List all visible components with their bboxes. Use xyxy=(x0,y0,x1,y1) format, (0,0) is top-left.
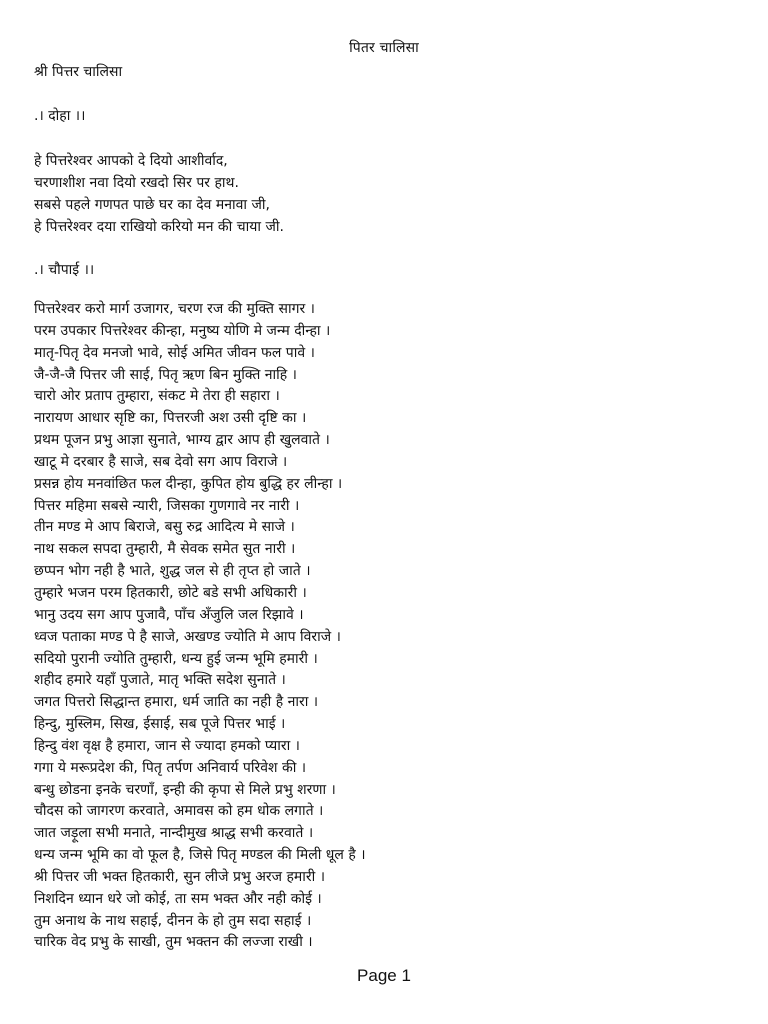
doha-line: सबसे पहले गणपत पाछे घर का देव मनावा जी, xyxy=(34,197,270,213)
chaupai-line: जगत पित्तरो सिद्धान्त हमारा, धर्म जाति का नही है नारा । xyxy=(34,694,319,711)
page-title: पितर चालिसा xyxy=(349,40,419,56)
chaupai-line: निशदिन ध्यान धरे जो कोई, ता सम भक्त और नही कोई । xyxy=(34,890,322,907)
chaupai-line: सदियो पुरानी ज्योति तुम्हारी, धन्य हुई जन्म भूमि हमारी । xyxy=(34,650,318,667)
chaupai-line: छप्पन भोग नही है भाते, शुद्ध जल से ही तृप्त हो जाते । xyxy=(34,563,311,580)
chaupai-verse-block xyxy=(34,299,366,954)
chaupai-line: जै-जै-जै पित्तर जी साई, पितृ ऋण बिन मुक्ति नाहि । xyxy=(34,366,297,383)
chaupai-line: हिन्दु, मुस्लिम, सिख, ईसाई, सब पूजे पित्तर भाई । xyxy=(34,716,286,733)
chaupai-heading: .। चौपाई ।। xyxy=(34,262,95,278)
chaupai-line: चारिक वेद प्रभु के साखी, तुम भक्तन की लज्जा राखी । xyxy=(34,934,313,951)
chaupai-line: नाथ सकल सपदा तुम्हारी, मै सेवक समेत सुत नारी । xyxy=(34,541,296,558)
chaupai-line: पित्तरेश्वर करो मार्ग उजागर, चरण रज की मुक्ति सागर । xyxy=(34,301,315,317)
chaupai-line: चौदस को जागरण करवाते, अमावस को हम धोक लगाते । xyxy=(34,803,324,820)
chaupai-line: तुम अनाथ के नाथ सहाई, दीनन के हो तुम सदा सहाई । xyxy=(34,912,312,929)
chaupai-line: पित्तर महिमा सबसे न्यारी, जिसका गुणगावे नर नारी । xyxy=(34,497,300,514)
doha-line: हे पित्तरेश्वर आपको दे दियो आशीर्वाद, xyxy=(34,153,228,169)
chaupai-line: ध्वज पताका मण्ड पे है साजे, अखण्ड ज्योति मे आप विराजे । xyxy=(34,628,341,645)
chaupai-line: तुम्हारे भजन परम हितकारी, छोटे बडे सभी अधिकारी । xyxy=(34,584,307,601)
chaupai-line: बन्धु छोडना इनके चरणाँ, इन्ही की कृपा से मिले प्रभु शरणा । xyxy=(34,781,336,798)
chaupai-line: गगा ये मरूप्रदेश की, पितृ तर्पण अनिवार्य परिवेश की । xyxy=(34,759,307,776)
chaupai-line: प्रथम पूजन प्रभु आज्ञा सुनाते, भाग्य द्वार आप ही खुलवाते । xyxy=(34,432,330,449)
doha-heading: .। दोहा ।। xyxy=(34,108,86,124)
chaupai-line: हिन्दु वंश वृक्ष है हमारा, जान से ज्यादा हमको प्यारा । xyxy=(34,737,300,754)
chaupai-line: भानु उदय सग आप पुजावै, पाँच अँजुलि जल रिझावे । xyxy=(34,606,304,623)
doha-line: चरणाशीश नवा दियो रखदो सिर पर हाथ. xyxy=(34,175,239,191)
doha-line: हे पित्तरेश्वर दया राखियो करियो मन की चाया जी. xyxy=(34,219,284,235)
chaupai-line: चारो ओर प्रताप तुम्हारा, संकट मे तेरा ही सहारा । xyxy=(34,388,280,405)
chaupai-line: परम उपकार पित्तरेश्वर कीन्हा, मनुष्य योणि मे जन्म दीन्हा । xyxy=(34,322,331,339)
document-subtitle: श्री पित्तर चालिसा xyxy=(34,64,123,80)
chaupai-line: मातृ-पितृ देव मनजो भावे, सोई अमित जीवन फल पावे । xyxy=(34,344,315,361)
page-number: Page 1 xyxy=(357,966,411,985)
chaupai-line: श्री पित्तर जी भक्त हितकारी, सुन लीजे प्रभु अरज हमारी । xyxy=(34,868,326,885)
chaupai-line: नारायण आधार सृष्टि का, पित्तरजी अश उसी दृष्टि का । xyxy=(34,410,307,427)
chaupai-line: खाटू मे दरबार है साजे, सब देवो सग आप विराजे । xyxy=(34,453,288,470)
doha-verse-block xyxy=(34,150,284,238)
chaupai-line: तीन मण्ड मे आप बिराजे, बसु रुद्र आदित्य मे साजे । xyxy=(34,519,295,536)
chaupai-line: धन्य जन्म भूमि का वो फूल है, जिसे पितृ मण्डल की मिली धूल है । xyxy=(34,847,366,864)
chaupai-line: प्रसन्न होय मनवांछित फल दीन्हा, कुपित होय बुद्धि हर लीन्हा । xyxy=(34,475,343,492)
chaupai-line: शहीद हमारे यहाँ पुजाते, मातृ भक्ति सदेश सुनाते । xyxy=(34,672,286,689)
chaupai-line: जात जड़ूला सभी मनाते, नान्दीमुख श्राद्ध सभी करवाते । xyxy=(34,825,314,842)
